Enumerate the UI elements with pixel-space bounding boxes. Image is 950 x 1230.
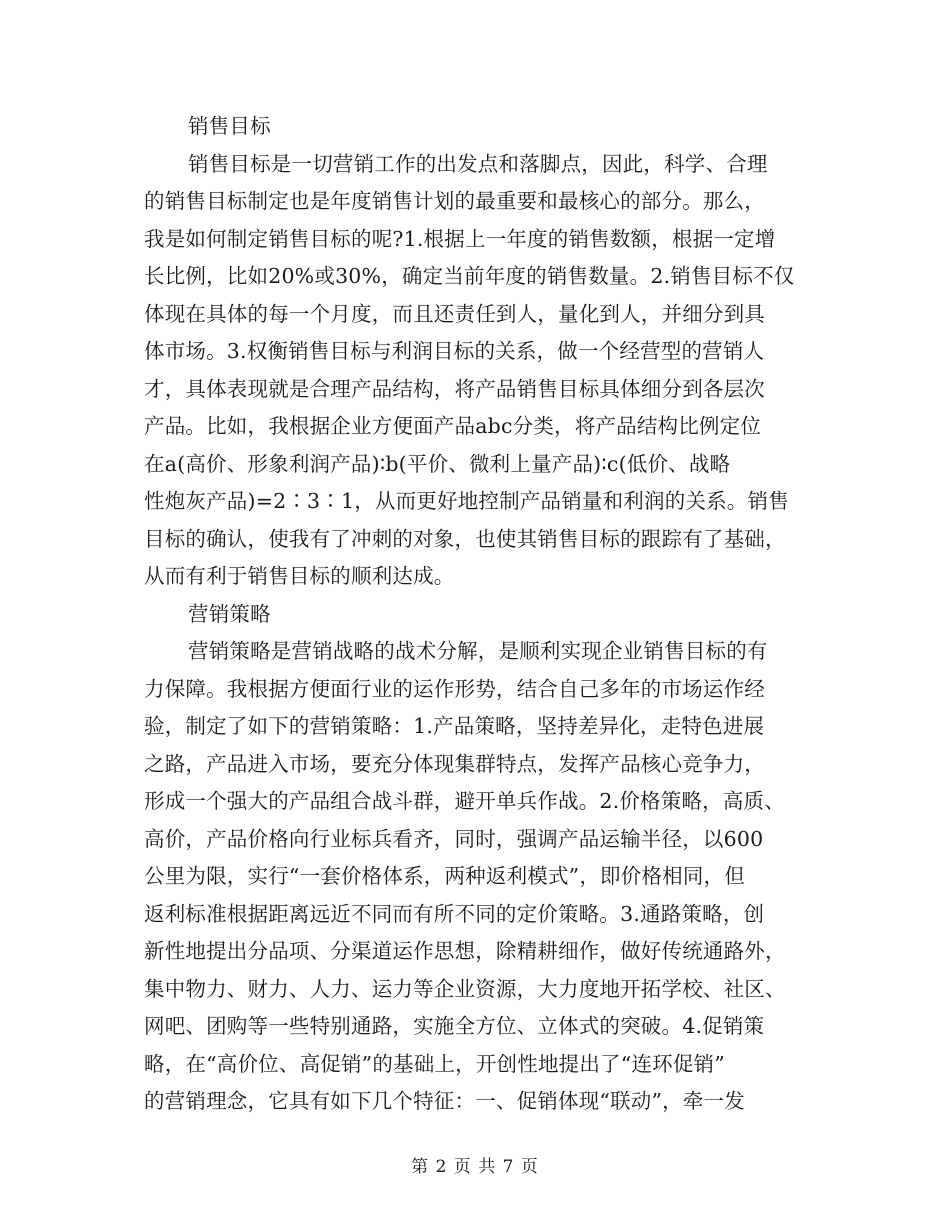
section-heading-sales-target: 销售目标 <box>188 114 271 138</box>
paragraph-line: 我是如何制定销售目标的呢?1.根据上一年度的销售数额，根据一定增 <box>144 226 776 251</box>
paragraph-line: 性炮灰产品)=2∶3∶1，从而更好地控制产品销量和利润的关系。销售 <box>144 489 789 513</box>
paragraph-line: 返利标准根据距离远近不同而有所不同的定价策略。3.通路策略，创 <box>144 901 765 926</box>
paragraph-line: 之路，产品进入市场，要充分体现集群特点，发挥产品核心竞争力， <box>144 751 765 776</box>
paragraph-line: 验，制定了如下的营销策略：1.产品策略，坚持差异化，走特色进展 <box>144 714 765 738</box>
paragraph-line: 长比例，比如20%或30%，确定当前年度的销售数量。2.销售目标不仅 <box>144 264 795 288</box>
paragraph-line: 的营销理念，它具有如下几个特征：一、促销体现“联动”，牵一发 <box>144 1089 745 1113</box>
paragraph-line: 新性地提出分品项、分渠道运作思想，除精耕细作，做好传统通路外， <box>144 939 786 963</box>
paragraph-line: 的销售目标制定也是年度销售计划的最重要和最核心的部分。那么， <box>144 189 765 213</box>
document-body <box>144 108 804 1121</box>
paragraph-line: 体市场。3.权衡销售目标与利润目标的关系，做一个经营型的营销人 <box>144 339 765 363</box>
paragraph-line: 在a(高价、形象利润产品)∶b(平价、微利上量产品)∶c(低价、战略 <box>144 451 731 476</box>
paragraph-line: 营销策略是营销战略的战术分解，是顺利实现企业销售目标的有 <box>188 639 768 663</box>
paragraph-line: 产品。比如，我根据企业方便面产品abc分类，将产品结构比例定位 <box>144 414 762 438</box>
paragraph-line: 高价，产品价格向行业标兵看齐，同时，强调产品运输半径，以600 <box>144 826 764 851</box>
paragraph-line: 销售目标是一切营销工作的出发点和落脚点，因此，科学、合理 <box>188 151 768 176</box>
section-heading-marketing-strategy: 营销策略 <box>188 601 271 626</box>
paragraph-line: 公里为限，实行“一套价格体系，两种返利模式”，即价格相同，但 <box>144 864 745 888</box>
paragraph-line: 才，具体表现就是合理产品结构，将产品销售目标具体细分到各层次 <box>144 376 765 401</box>
paragraph-line: 网吧、团购等一些特别通路，实施全方位、立体式的突破。4.促销策 <box>144 1014 765 1038</box>
page-footer <box>0 1152 950 1177</box>
paragraph-line: 目标的确认，使我有了冲刺的对象，也使其销售目标的跟踪有了基础， <box>144 526 786 551</box>
paragraph-line: 从而有利于销售目标的顺利达成。 <box>144 564 455 588</box>
paragraph-line: 略，在“高价位、高促销”的基础上，开创性地提出了“连环促销” <box>144 1051 725 1076</box>
paragraph-line: 体现在具体的每一个月度，而且还责任到人，量化到人，并细分到具 <box>144 301 765 326</box>
page-number-label: 第 2 页 共 7 页 <box>411 1157 539 1177</box>
paragraph-line: 形成一个强大的产品组合战斗群，避开单兵作战。2.价格策略，高质、 <box>144 789 785 813</box>
paragraph-line: 力保障。我根据方便面行业的运作形势，结合自己多年的市场运作经 <box>144 676 765 701</box>
paragraph-line: 集中物力、财力、人力、运力等企业资源，大力度地开拓学校、社区、 <box>144 976 786 1001</box>
